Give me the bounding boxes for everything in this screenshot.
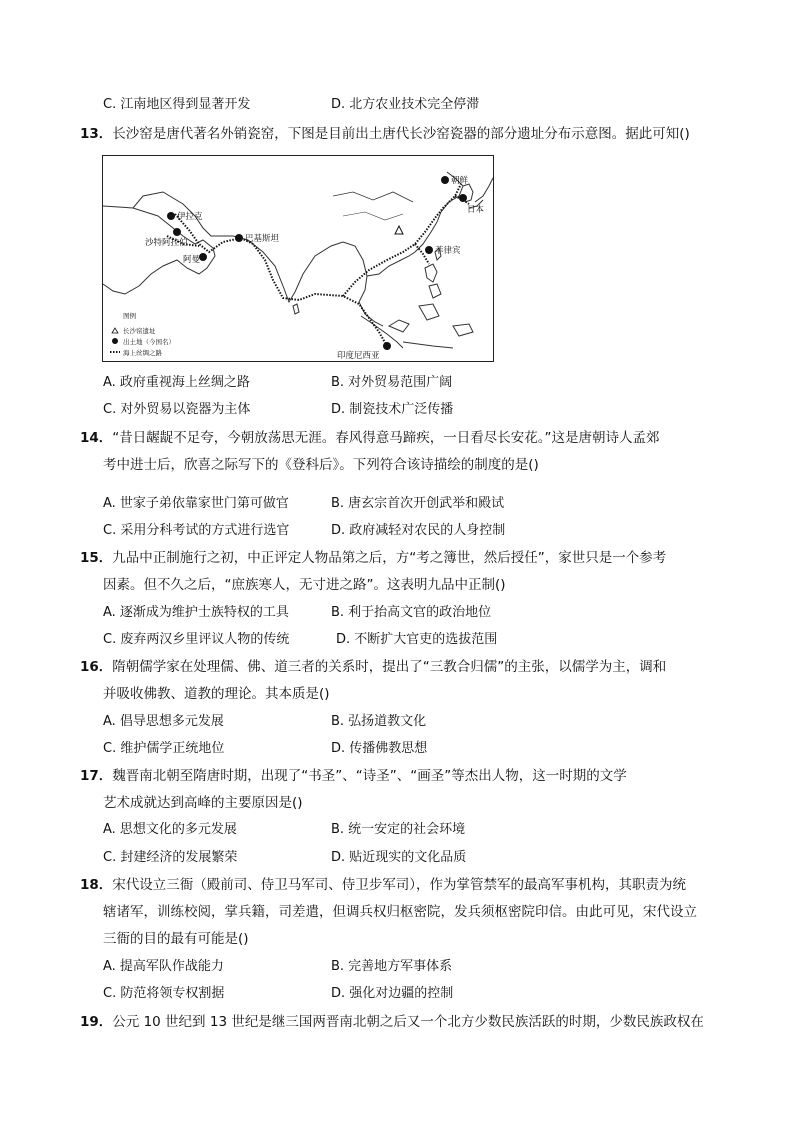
legend-site: 出土地（今国名） (123, 338, 175, 346)
option-a[interactable]: A. 政府重视海上丝绸之路 (103, 375, 250, 390)
label-indonesia: 印度尼西亚 (337, 351, 380, 361)
question-19 (80, 1013, 704, 1031)
maritime-silk-road-route (167, 184, 469, 346)
question-number: 13． (80, 126, 113, 142)
question-stem-line1: “昔日龌龊不足夸，今朝放荡思无涯。春风得意马蹄疾，一日看尽长安花。”这是唐朝诗人孟郊 (112, 430, 660, 446)
option-c[interactable]: C. 废弃两汉乡里评议人物的传统 (103, 632, 290, 647)
site-iraq-dot (167, 212, 175, 220)
option-d[interactable]: D. 贴近现实的文化品质 (331, 850, 467, 865)
site-philippines-dot (425, 246, 433, 254)
map-legend (110, 311, 175, 357)
question-stem-line2: 艺术成就达到高峰的主要原因是() (103, 795, 303, 811)
option-d[interactable]: D. 政府减轻对农民的人身控制 (331, 523, 506, 538)
question-stem-line2: 并吸收佛教、道教的理论。其本质是() (103, 686, 330, 702)
changsha-kiln-icon (395, 226, 403, 234)
question-14 (80, 429, 660, 447)
question-stem-line2: 辖诸军，训练校阅，掌兵籍，司差遣，但调兵权归枢密院，发兵须枢密院印信。由此可见，宋代设立 (103, 904, 697, 920)
option-d[interactable]: D. 制瓷技术广泛传播 (331, 402, 454, 417)
option-c[interactable]: C. 对外贸易以瓷器为主体 (103, 402, 251, 417)
site-oman-dot (199, 253, 207, 261)
legend-kiln: 长沙窑遗址 (123, 327, 156, 335)
option-d[interactable]: D. 传播佛教思想 (331, 741, 428, 756)
option-c[interactable]: C. 维护儒学正统地位 (103, 741, 225, 756)
legend-route: 海上丝绸之路 (123, 349, 162, 357)
option-c[interactable]: C. 采用分科考试的方式进行选官 (103, 523, 290, 538)
option-a[interactable]: A. 世家子弟依靠家世门第可做官 (103, 496, 289, 511)
question-17 (80, 767, 627, 785)
question-stem-line1: 隋朝儒学家在处理儒、佛、道三者的关系时，提出了“三教合归儒”的主张，以儒学为主，调和 (112, 659, 667, 675)
option-c[interactable]: C. 封建经济的发展繁荣 (103, 850, 238, 865)
question-stem-line3: 三衙的目的最有可能是() (103, 931, 249, 947)
option-b[interactable]: B. 对外贸易范围广阔 (331, 375, 453, 390)
option-a[interactable]: A. 思想文化的多元发展 (103, 822, 237, 837)
label-oman: 阿曼 (183, 255, 201, 265)
question-stem-line2: 考中进士后，欣喜之际写下的《登科后》。下列符合该诗描绘的制度的是() (103, 457, 539, 473)
option-d[interactable]: D. 北方农业技术完全停滞 (331, 97, 480, 112)
question-stem-line2: 因素。但不久之后，“庶族寒人，无寸进之路”。这表明九品中正制() (103, 577, 506, 593)
option-c[interactable]: C. 防范将领专权割据 (103, 986, 225, 1001)
question-16 (80, 658, 666, 676)
option-b[interactable]: B. 唐玄宗首次开创武举和殿试 (331, 496, 505, 511)
option-b[interactable]: B. 利于抬高文官的政治地位 (331, 605, 492, 620)
site-korea-dot (441, 176, 449, 184)
option-a[interactable]: A. 逐渐成为维护士族特权的工具 (103, 605, 289, 620)
map-figure (102, 155, 494, 362)
question-number: 14． (80, 430, 113, 446)
option-d[interactable]: D. 强化对边疆的控制 (331, 986, 454, 1001)
question-stem-line1: 宋代设立三衙（殿前司、侍卫马军司、侍卫步军司），作为掌管禁军的最高军事机构，其职责为统 (112, 877, 687, 893)
question-number: 19． (80, 1014, 113, 1030)
site-pakistan-dot (235, 234, 243, 242)
site-indonesia-dot (383, 342, 391, 350)
option-b[interactable]: B. 完善地方军事体系 (331, 959, 453, 974)
coastlines (103, 172, 493, 348)
label-saudi-arabia: 沙特阿拉伯 (145, 238, 188, 248)
question-18 (80, 876, 686, 894)
option-a[interactable]: A. 倡导思想多元发展 (103, 714, 224, 729)
option-d[interactable]: D. 不断扩大官吏的选拔范围 (336, 632, 498, 647)
question-number: 17． (80, 768, 113, 784)
site-saudi-dot (173, 228, 181, 236)
option-b[interactable]: B. 统一安定的社会环境 (331, 822, 466, 837)
dot-icon (112, 338, 118, 344)
question-13 (80, 125, 690, 143)
option-c[interactable]: C. 江南地区得到显著开发 (103, 97, 251, 112)
question-number: 18． (80, 877, 113, 893)
excavation-sites (167, 176, 467, 350)
question-stem-line1: 九品中正制施行之初，中正评定人物品第之后，方“考之簿世，然后授任”，家世只是一个参考 (112, 550, 667, 566)
label-korea: 朝鲜 (451, 176, 469, 186)
question-stem-line1: 公元 10 世纪到 13 世纪是继三国两晋南北朝之后又一个北方少数民族活跃的时期，少数民族政权在 (112, 1014, 704, 1030)
tang-kiln-distribution-map (103, 156, 493, 361)
label-philippines: 菲律宾 (435, 246, 461, 256)
question-15 (80, 549, 666, 567)
label-iraq: 伊拉克 (177, 212, 203, 222)
triangle-icon (112, 328, 118, 333)
question-number: 15． (80, 550, 113, 566)
label-japan: 日本 (467, 205, 485, 215)
site-japan-dot (459, 194, 467, 202)
legend-title: 图例 (123, 312, 136, 320)
label-pakistan: 巴基斯坦 (245, 234, 280, 244)
question-stem: 长沙窑是唐代著名外销瓷窑，下图是目前出土唐代长沙窑瓷器的部分遗址分布示意图。据此可知() (112, 126, 690, 142)
question-number: 16． (80, 659, 113, 675)
option-a[interactable]: A. 提高军队作战能力 (103, 959, 224, 974)
option-b[interactable]: B. 弘扬道教文化 (331, 714, 427, 729)
question-stem-line1: 魏晋南北朝至隋唐时期，出现了“书圣”、“诗圣”、“画圣”等杰出人物，这一时期的文学 (112, 768, 627, 784)
